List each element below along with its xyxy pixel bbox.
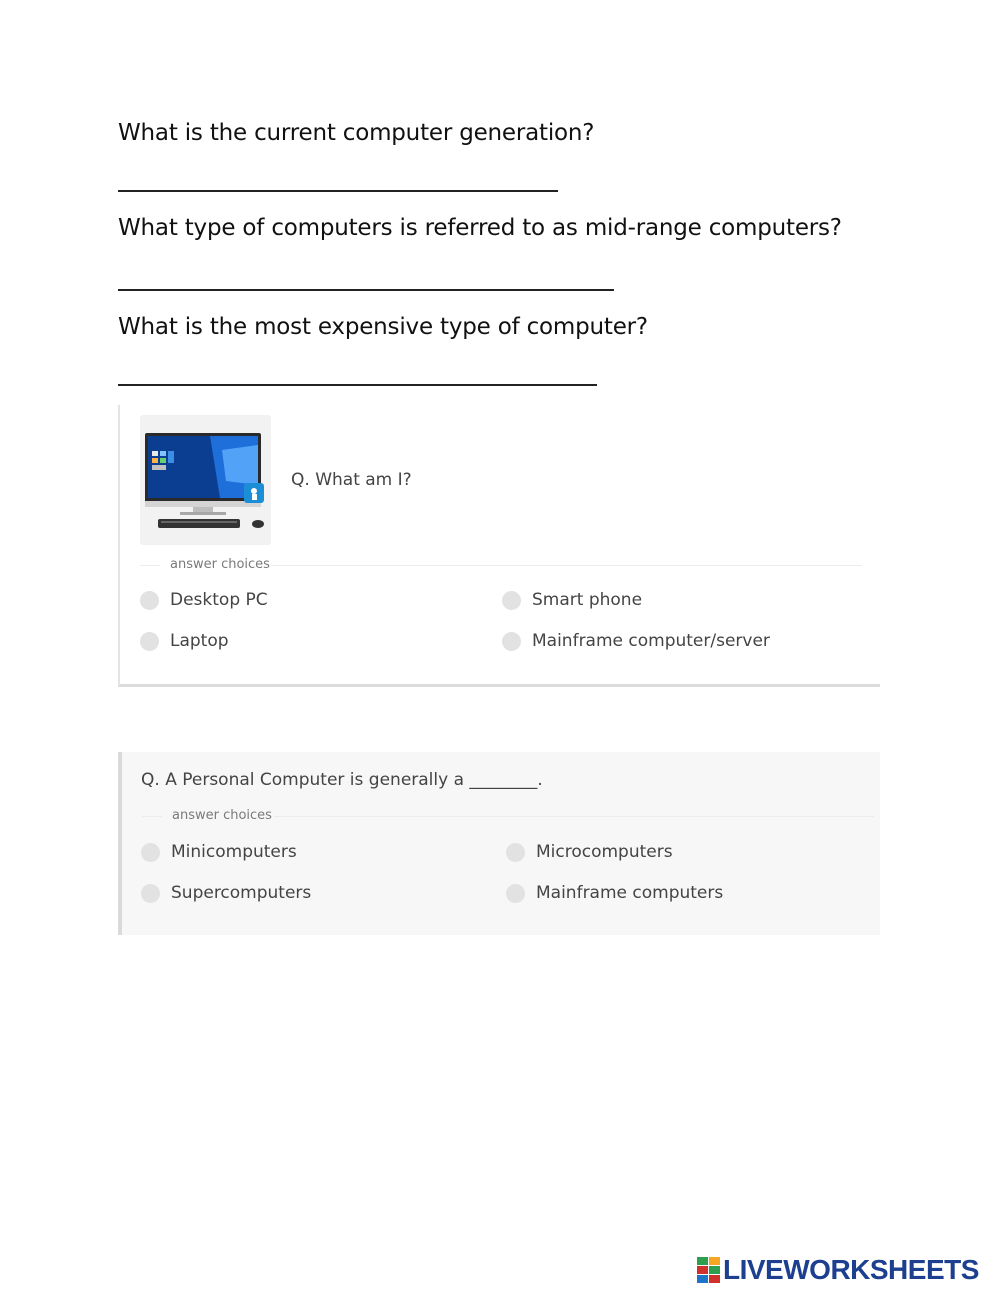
divider-left	[142, 816, 162, 817]
logo-blocks-icon	[697, 1257, 720, 1283]
divider-left	[140, 565, 160, 566]
choice-minicomputers[interactable]	[141, 842, 297, 862]
choice-microcomputers[interactable]	[506, 842, 673, 862]
quiz-card-personal-computer	[118, 752, 880, 935]
quiz1-question: Q. What am I?	[291, 470, 412, 490]
choice-label: Mainframe computers	[536, 883, 724, 903]
choice-label: Supercomputers	[171, 883, 312, 903]
divider-right	[274, 816, 874, 817]
question-1-text: What is the current computer generation?	[118, 120, 595, 146]
choice-label: Desktop PC	[170, 590, 268, 610]
question-image	[140, 415, 271, 545]
question-3-text: What is the most expensive type of computer?	[118, 314, 648, 340]
quiz-card-what-am-i	[118, 405, 880, 687]
choice-smart-phone[interactable]	[502, 590, 642, 610]
answer-choices-label: answer choices	[170, 557, 270, 572]
answer-line-3[interactable]	[118, 384, 597, 386]
liveworksheets-logo	[697, 1255, 979, 1285]
all-in-one-computer-icon	[140, 415, 271, 545]
radio-button[interactable]	[506, 884, 525, 903]
quiz2-question: Q. A Personal Computer is generally a ________.	[141, 770, 543, 790]
choice-label: Microcomputers	[536, 842, 673, 862]
radio-button[interactable]	[140, 632, 159, 651]
choice-label: Smart phone	[532, 590, 643, 610]
radio-button[interactable]	[141, 884, 160, 903]
choice-mainframe-server[interactable]	[502, 631, 770, 651]
answer-choices-label: answer choices	[172, 808, 272, 823]
choice-supercomputers[interactable]	[141, 883, 311, 903]
radio-button[interactable]	[502, 632, 521, 651]
brand-name: LIVEWORKSHEETS	[723, 1254, 979, 1285]
choice-mainframe-computers[interactable]	[506, 883, 723, 903]
answer-line-1[interactable]	[118, 190, 558, 192]
choice-desktop-pc[interactable]	[140, 590, 268, 610]
question-2-text: What type of computers is referred to as mid-range computers?	[118, 215, 842, 241]
answer-line-2[interactable]	[118, 289, 614, 291]
choice-label: Laptop	[170, 631, 229, 651]
radio-button[interactable]	[502, 591, 521, 610]
choice-laptop[interactable]	[140, 631, 229, 651]
choice-label: Minicomputers	[171, 842, 297, 862]
radio-button[interactable]	[141, 843, 160, 862]
choice-label: Mainframe computer/server	[532, 631, 770, 651]
radio-button[interactable]	[140, 591, 159, 610]
radio-button[interactable]	[506, 843, 525, 862]
divider-right	[272, 565, 862, 566]
